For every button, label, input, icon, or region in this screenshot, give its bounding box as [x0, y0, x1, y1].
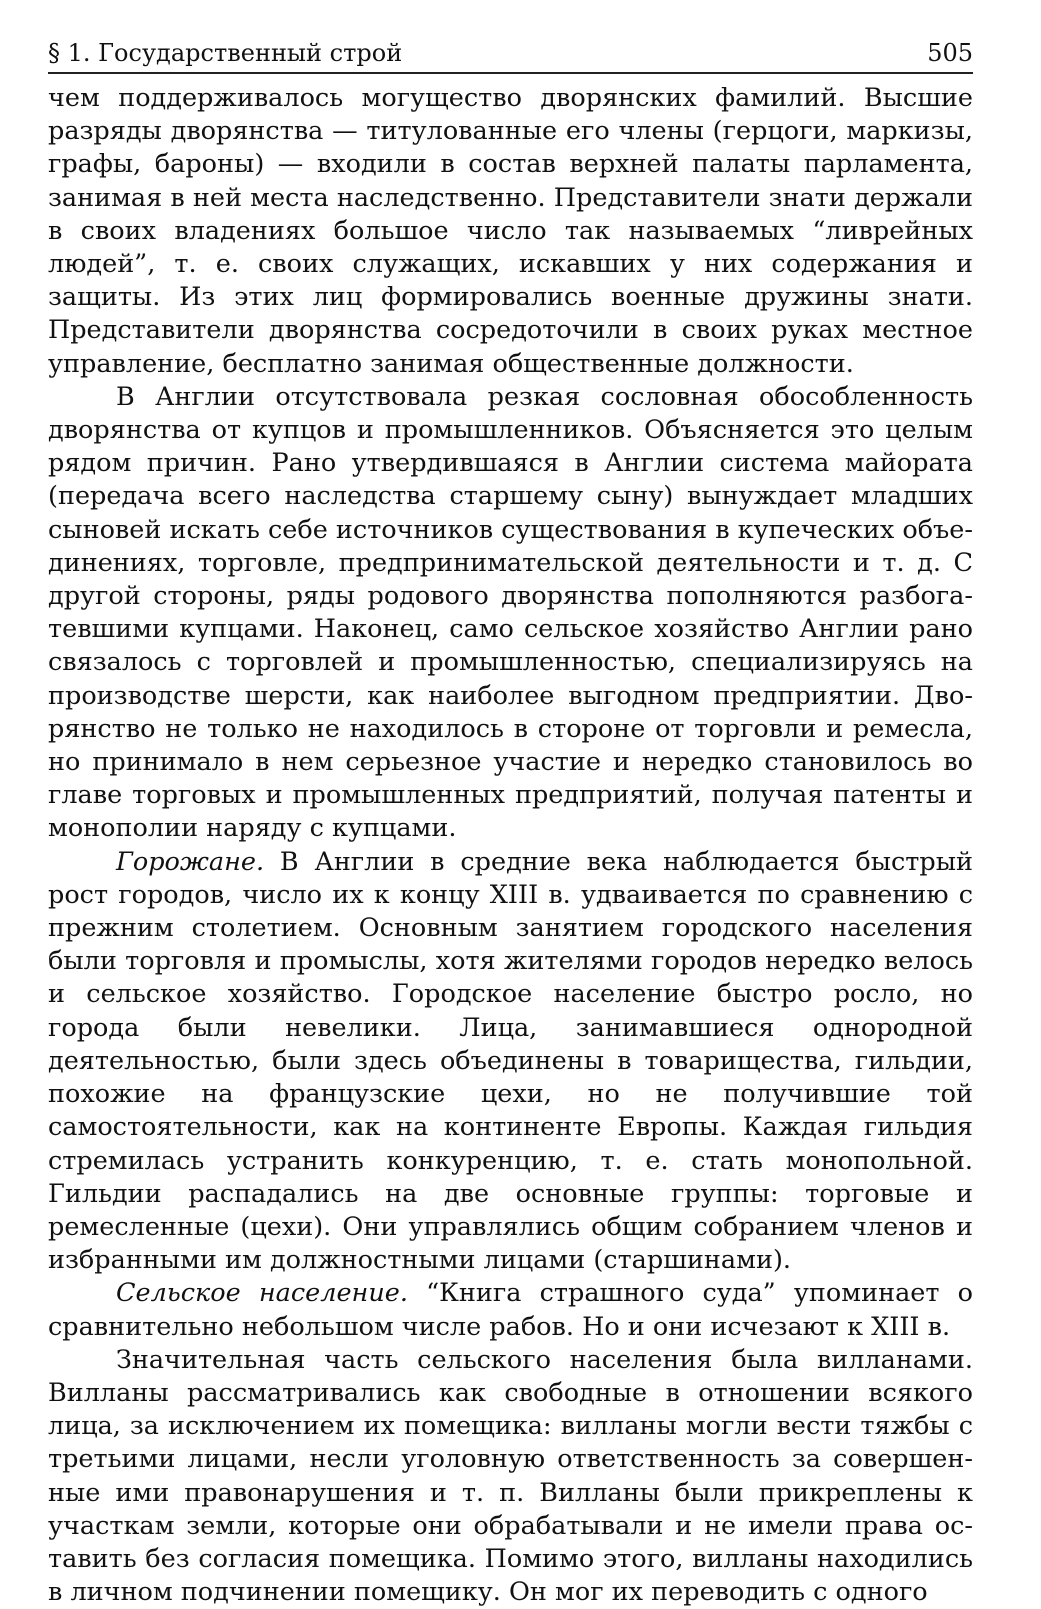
page: [48, 38, 973, 1609]
run-in-heading-townspeople: Горожане.: [116, 846, 265, 877]
paragraph-text: Значительная часть сельского населения была вилланами. Вилланы рассматривались как свободные в отношении всякого лица, за исключением их помещика: вилланы могли вести тяжбы с третьими лицами, несли уголовную ответственность за совершенные ими правонарушения и т. п. Вилланы были прикреплены к участкам земли, которые они обрабатывали и не имели права оставить без согласия помещика. Помимо этого, вилланы находились в личном подчинении помещику. Он мог их переводить с одного: [48, 1344, 973, 1608]
paragraph-text: В Англии в средние века наблюдается быстрый рост городов, число их к концу XIII в. удваивается по сравнению с прежним столетием. Основным занятием городского населения были торговля и промыслы, хотя жителями городов нередко велось и сельское хозяйство. Городское население быстро росло, но города были невелики. Лица, занимавшиеся однородной деятельностью, были здесь объединены в товарищества, гильдии, похожие на французские цехи, но не получившие той самостоятельности, как на континенте Европы. Каждая гильдия стремилась устранить конкуренцию, т. е. стать монопольной. Гильдии распадались на две основные группы: торговые и ремесленные (цехи). Они управлялись общим собранием членов и избранными им должностными лицами (старшинами).: [48, 846, 973, 1276]
paragraph-2: [48, 381, 973, 846]
paragraph-1: [48, 82, 973, 381]
section-title: § 1. Государственный строй: [48, 39, 403, 67]
paragraph-text: чем поддерживалось могущество дворянских фамилий. Высшие разряды дворянства — титулованные его члены (герцоги, маркизы, графы, бароны) — входили в состав верхней палаты парламента, занимая в ней места наследственно. Представители знати держали в своих владениях большое число так называемых “ливрейных людей”, т. е. своих служащих, искавших у них содержания и защиты. Из этих лиц формировались военные дружины знати. Представители дворянства сосредоточили в своих руках местное управление, бесплатно занимая общественные должности.: [48, 83, 973, 379]
run-in-heading-rural-population: Сельское население.: [116, 1278, 408, 1309]
paragraph-4: [48, 1277, 973, 1343]
body-text: [48, 82, 973, 1609]
paragraph-text: “Книга страшного суда” упоминает о сравнительно небольшом числе рабов. Но и они исчезают к XIII в.: [48, 1278, 973, 1342]
paragraph-5: [48, 1344, 973, 1609]
paragraph-3: [48, 846, 973, 1278]
paragraph-text: В Англии отсутствовала резкая сословная обособленность дворянства от купцов и промышленников. Объясняется это целым рядом причин. Рано утвердившаяся в Англии система майората (передача всего наследства старшему сыну) вынуждает младших сыновей искать себе источников существования в купеческих объединениях, торговле, предпринимательской деятельности и т. д. С другой стороны, ряды родового дворянства пополняются разбогатевшими купцами. Наконец, само сельское хозяйство Англии рано связалось с торговлей и промышленностью, специализируясь на производстве шерсти, как наиболее выгодном предприятии. Дворянство не только не находилось в стороне от торговли и ремесла, но принимало в нем серьезное участие и нередко становилось во главе торговых и промышленных предприятий, получая патенты и монополии наряду с купцами.: [48, 381, 973, 844]
page-number: 505: [927, 39, 973, 67]
running-head: [48, 38, 973, 74]
